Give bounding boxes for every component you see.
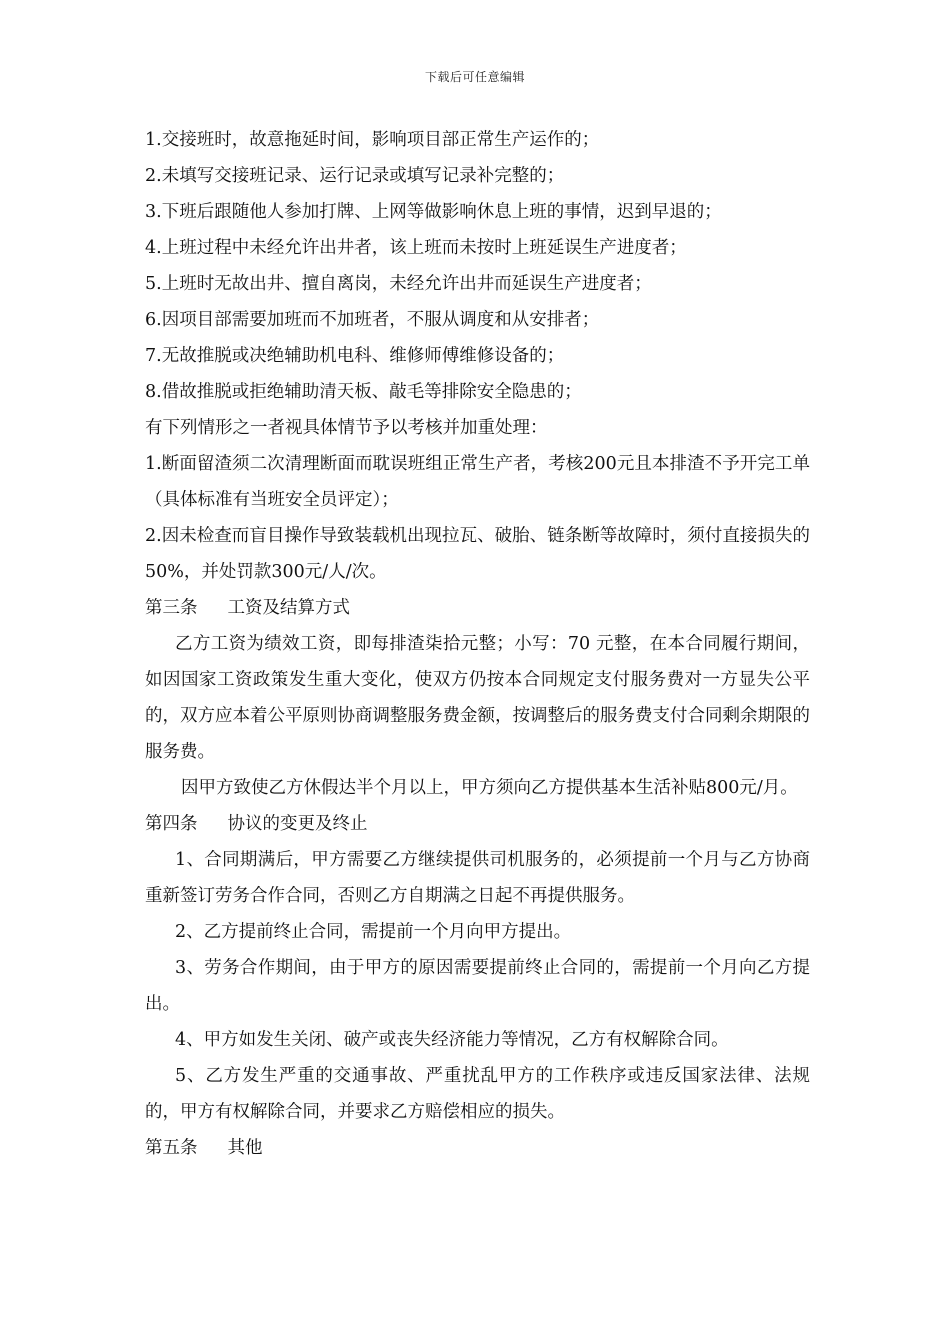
article-3-heading	[145, 590, 810, 626]
article-5-heading	[145, 1130, 810, 1166]
paragraph: 5、乙方发生严重的交通事故、严重扰乱甲方的工作秩序或违反国家法律、法规的，甲方有权解除合同，并要求乙方赔偿相应的损失。	[145, 1066, 810, 1122]
list-item: 7.无故推脱或决绝辅助机电科、维修师傅维修设备的；	[145, 346, 565, 366]
article-label: 第四条	[145, 814, 198, 834]
list-item: 2.未填写交接班记录、运行记录或填写记录补完整的；	[145, 166, 565, 186]
paragraph: 4、甲方如发生关闭、破产或丧失经济能力等情况，乙方有权解除合同。	[175, 1030, 729, 1050]
article-title: 工资及结算方式	[227, 598, 350, 618]
section-intro: 有下列情形之一者视具体情节予以考核并加重处理：	[145, 418, 548, 438]
article-4-heading	[145, 806, 810, 842]
list-item: 1.断面留渣须二次清理断面而耽误班组正常生产者，考核200元且本排渣不予开完工单（具体标准有当班安全员评定）；	[145, 454, 810, 510]
paragraph: 3、劳务合作期间，由于甲方的原因需要提前终止合同的，需提前一个月向乙方提出。	[145, 958, 810, 1014]
list-item: 8.借故推脱或拒绝辅助清天板、敲毛等排除安全隐患的；	[145, 382, 582, 402]
list-item: 3.下班后跟随他人参加打牌、上网等做影响休息上班的事情，迟到早退的；	[145, 202, 722, 222]
list-item: 5.上班时无故出井、擅自离岗，未经允许出井而延误生产进度者；	[145, 274, 652, 294]
paragraph: 乙方工资为绩效工资，即每排渣柒拾元整；小写：70 元整，在本合同履行期间，如因国家工资政策发生重大变化，使双方仍按本合同规定支付服务费对一方显失公平的，双方应本着公平原则协商调整服务费金额，按调整后的服务费支付合同剩余期限的服务费。	[145, 634, 810, 762]
article-title: 协议的变更及终止	[227, 814, 368, 834]
list-item: 1.交接班时，故意拖延时间，影响项目部正常生产运作的；	[145, 130, 600, 150]
document-body	[145, 122, 810, 1166]
list-item: 6.因项目部需要加班而不加班者，不服从调度和从安排者；	[145, 310, 600, 330]
paragraph: 1、合同期满后，甲方需要乙方继续提供司机服务的，必须提前一个月与乙方协商重新签订劳务合作合同，否则乙方自期满之日起不再提供服务。	[145, 850, 810, 906]
page-header: 下载后可任意编辑	[424, 70, 525, 84]
article-title: 其他	[227, 1138, 263, 1158]
article-label: 第五条	[145, 1138, 198, 1158]
article-label: 第三条	[145, 598, 198, 618]
list-item: 4.上班过程中未经允许出井者，该上班而未按时上班延误生产进度者；	[145, 238, 687, 258]
list-item: 2.因未检查而盲目操作导致装载机出现拉瓦、破胎、链条断等故障时，须付直接损失的50%，并处罚款300元/人/次。	[145, 526, 810, 582]
paragraph: 2、乙方提前终止合同，需提前一个月向甲方提出。	[175, 922, 572, 942]
paragraph: 因甲方致使乙方休假达半个月以上，甲方须向乙方提供基本生活补贴800元/月。	[181, 778, 798, 798]
